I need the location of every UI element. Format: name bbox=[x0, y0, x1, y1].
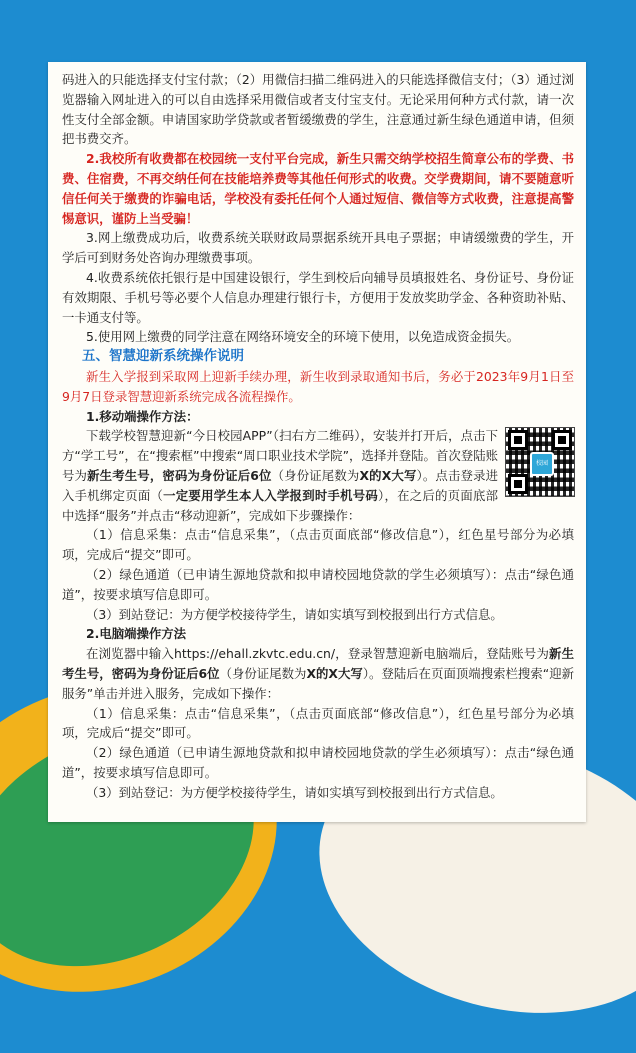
mobile-step-3: （3）到站登记：为方便学校接待学生，请如实填写到校报到出行方式信息。 bbox=[86, 606, 503, 622]
paragraph-bank-card: 4.收费系统依托银行是中国建设银行，学生到校后向辅导员填报姓名、身份证号、身份证有效期限、手机号等必要个人信息办理建行银行卡，方便用于发放奖助学金、各种资助补贴、一卡通支付等。 bbox=[62, 269, 574, 325]
section-intro: 新生入学报到采取网上迎新手续办理，新生收到录取通知书后，务必于2023年9月1日至9月7日登录智慧迎新系统完成各流程操作。 bbox=[62, 368, 574, 404]
pc-step-3: （3）到站登记：为方便学校接待学生，请如实填写到校报到出行方式信息。 bbox=[86, 784, 503, 800]
paragraph-payment-methods: 码进入的只能选择支付宝付款；（2）用微信扫描二维码进入的只能选择微信支付；（3）通过浏览器输入网址进入的可以自由选择采用微信或者支付宝支付。无论采用何种方式付款，请一次性支付全部金额。申请国家助学贷款或者暂缓缴费的学生，注意通过新生绿色通道申请，但须把书费交齐。 bbox=[62, 72, 574, 147]
mobile-x-upper-bold: X的X大写 bbox=[359, 467, 417, 483]
mobile-text-3: （身份证尾数为 bbox=[271, 467, 360, 483]
pc-account-bold: 新生考生号，密码为身份证后6位 bbox=[62, 646, 574, 681]
pc-step-1: （1）信息采集：点击“信息采集”，（点击页面底部“修改信息”），红色星号部分为必填项，完成后“提交”即可。 bbox=[62, 705, 574, 741]
document-content bbox=[62, 70, 574, 802]
paragraph-safety: 5.使用网上缴费的同学注意在网络环境安全的环境下使用，以免造成资金损失。 bbox=[86, 329, 520, 345]
pc-step-2: （2）绿色通道（已申请生源地贷款和拟申请校园地贷款的学生必须填写）：点击“绿色通道”，按要求填写信息即可。 bbox=[62, 745, 574, 780]
qr-code bbox=[506, 428, 574, 500]
paragraph-e-receipt: 3.网上缴费成功后，收费系统关联财政局票据系统开具电子票据；申请缓缴费的学生，开学后可到财务处咨询办理缴费事项。 bbox=[62, 230, 574, 266]
mobile-text-7: ），在之后的页面底部中选择“服务”并点击“移动迎新”，完成如下步骤操作： bbox=[62, 487, 499, 523]
section-title-smart-welcome: 五、智慧迎新系统操作说明 bbox=[82, 348, 244, 365]
qr-code-icon bbox=[506, 428, 574, 496]
mobile-method-title: 1.移动端操作方法： bbox=[86, 408, 199, 424]
mobile-phone-bold: 一定要用学生本人入学报到时手机号码 bbox=[163, 487, 379, 503]
mobile-account-bold: 新生考生号，密码为身份证后6位 bbox=[87, 467, 272, 483]
pc-method-instructions bbox=[62, 644, 574, 703]
mobile-method-instructions bbox=[62, 426, 574, 525]
mobile-step-1: （1）信息采集：点击“信息采集”，（点击页面底部“修改信息”），红色星号部分为必填项，完成后“提交”即可。 bbox=[62, 527, 574, 563]
pc-text-1: 在浏览器中输入https://ehall.zkvtc.edu.cn/，登录智慧迎新电脑端后，登陆账号为 bbox=[86, 646, 550, 662]
mobile-text-5: ）。点击登录进入手机绑定页面（ bbox=[62, 467, 499, 503]
pc-x-upper-bold: X的X大写 bbox=[306, 665, 363, 681]
paragraph-fee-warning: 2.我校所有收费都在校园统一支付平台完成，新生只需交纳学校招生简章公布的学费、书费、住宿费，不再交纳任何在技能培养费等其他任何形式的收费。交学费期间，请不要随意听信任何关于缴费的诈骗电话，学校没有委托任何个人通过短信、微信等方式收费，注意提高警惕意识，谨防上当受骗！ bbox=[62, 151, 574, 226]
mobile-step-2: （2）绿色通道（已申请生源地贷款和拟申请校园地贷款的学生必须填写）：点击“绿色通道”，按要求填写信息即可。 bbox=[62, 566, 574, 602]
qr-logo-label: 校园 bbox=[530, 452, 554, 476]
document-page bbox=[48, 62, 586, 822]
pc-text-5: ）。登陆后在页面顶端搜索栏搜索“迎新服务”单击并进入服务，完成如下操作： bbox=[62, 665, 574, 701]
pc-method-title: 2.电脑端操作方法 bbox=[86, 626, 187, 642]
pc-text-3: （身份证尾数为 bbox=[219, 665, 307, 681]
mobile-text-1: 下载学校智慧迎新“今日校园APP”（扫右方二维码），安装并打开后，点击下方“学工号”，在“搜索框”中搜索“周口职业技术学院”，选择并登陆。首次登陆账号为 bbox=[62, 428, 498, 483]
